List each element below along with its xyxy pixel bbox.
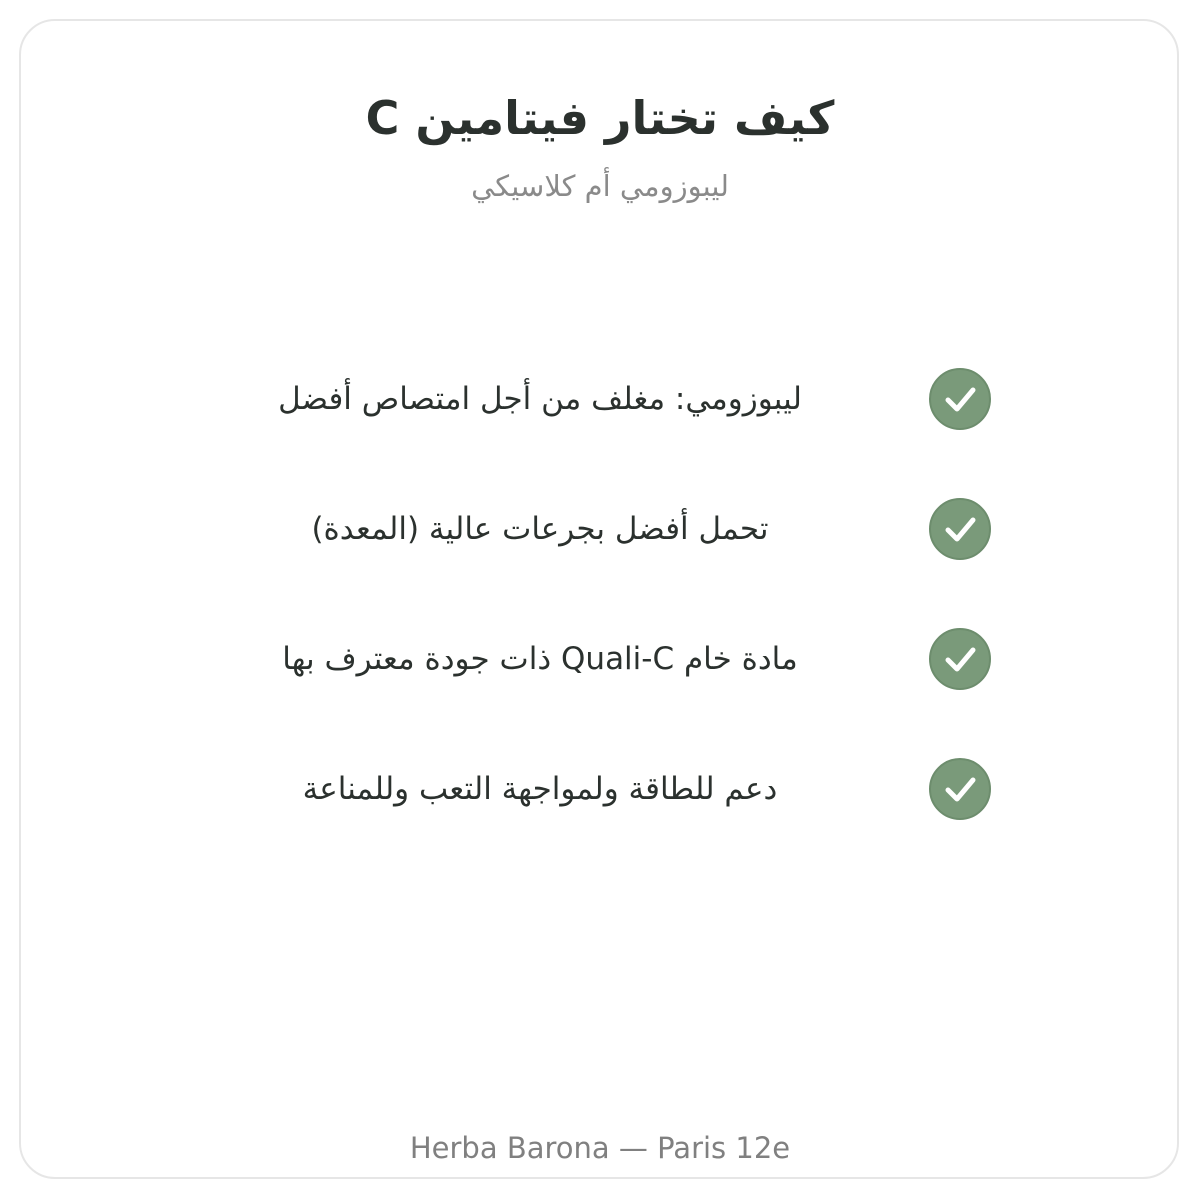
check-circle-icon xyxy=(929,628,991,690)
list-item xyxy=(0,498,1200,560)
page-subtitle: ليبوزومي أم كلاسيكي xyxy=(471,169,729,203)
benefit-text: دعم للطاقة ولمواجهة التعب وللمناعة xyxy=(302,771,778,807)
check-circle-icon xyxy=(929,758,991,820)
list-item xyxy=(0,628,1200,690)
list-item xyxy=(0,368,1200,430)
page-title: كيف تختار فيتامين C xyxy=(365,91,835,145)
list-item xyxy=(0,758,1200,820)
benefit-text: ليبوزومي: مغلف من أجل امتصاص أفضل xyxy=(278,381,802,417)
benefit-text: مادة خام Quali-C ذات جودة معترف بها xyxy=(282,641,798,677)
benefit-text: تحمل أفضل بجرعات عالية (المعدة) xyxy=(311,511,769,547)
footer-credit: Herba Barona — Paris 12e xyxy=(409,1131,791,1165)
check-circle-icon xyxy=(929,368,991,430)
check-circle-icon xyxy=(929,498,991,560)
